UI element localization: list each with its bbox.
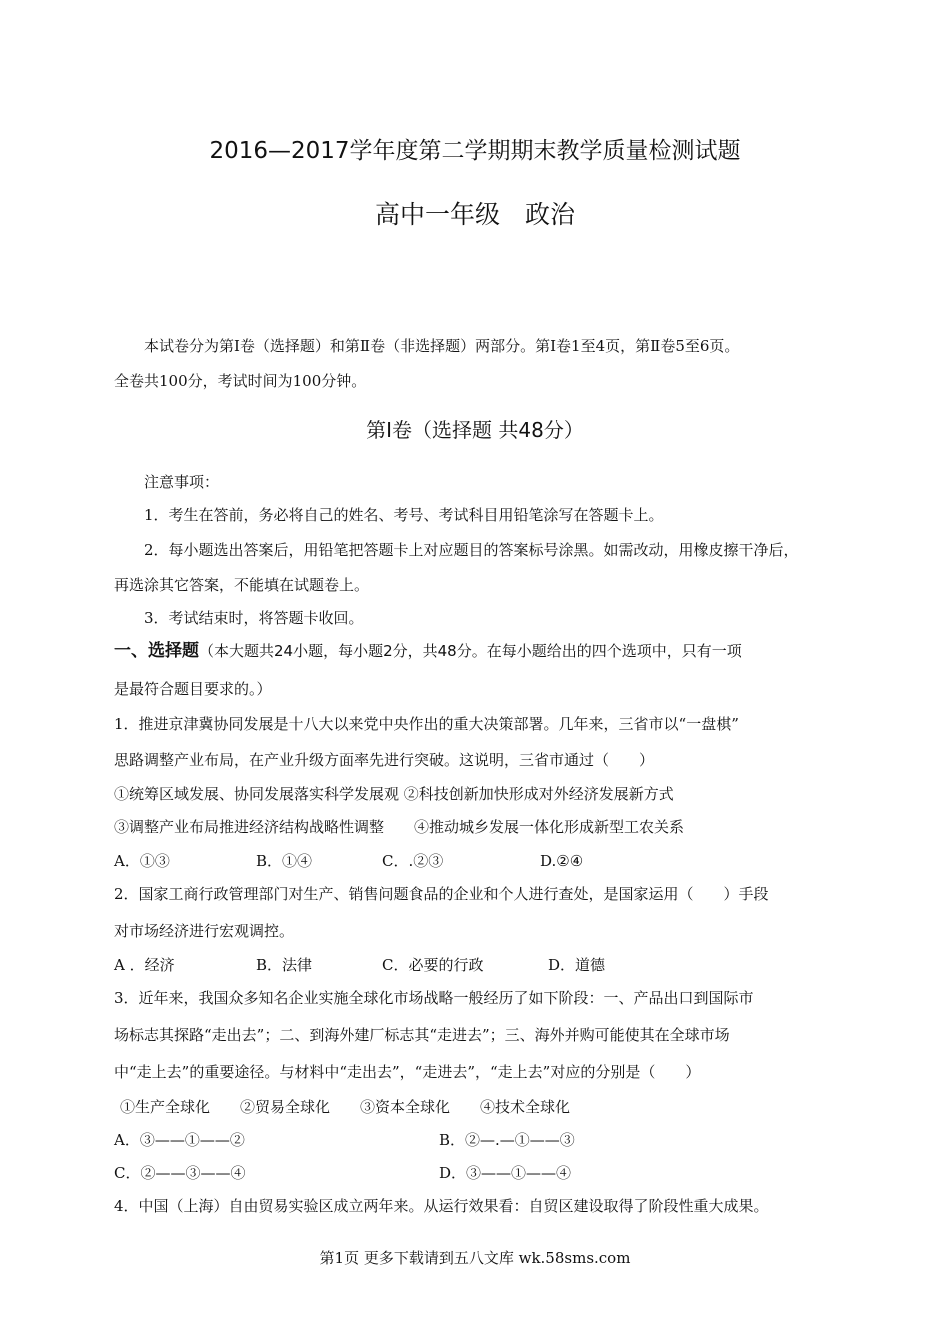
q3-option-d: D．③——①——④ [439, 1164, 572, 1182]
q3-line-3: 中“走上去”的重要途径。与材料中“走出去”，“走进去”，“走上去”对应的分别是（ ） [114, 1063, 701, 1081]
q1-line-3: ①统筹区域发展、协同发展落实科学发展观 ②科技创新加快形成对外经济发展新方式 [114, 785, 674, 803]
q3-option-a: A．③——①——② [114, 1131, 245, 1149]
q3-line-4: ①生产全球化 ②贸易全球化 ③资本全球化 ④技术全球化 [120, 1098, 571, 1116]
intro-line-2: 全卷共100分，考试时间为100分钟。 [114, 372, 367, 390]
q3-line-2: 场标志其探路“走出去”；二、到海外建厂标志其“走进去”；三、海外并购可能使其在全球市场 [114, 1026, 730, 1044]
q2-option-d: D．道德 [548, 956, 606, 974]
q2-option-c: C．必要的行政 [382, 956, 484, 974]
q2-line-2: 对市场经济进行宏观调控。 [114, 922, 295, 940]
q3-option-b: B．②—.—①——③ [439, 1131, 575, 1149]
section-title: 第Ⅰ卷（选择题 共48分） [366, 418, 584, 442]
intro-line-1: 本试卷分为第Ⅰ卷（选择题）和第Ⅱ卷（非选择题）两部分。第Ⅰ卷1至4页，第Ⅱ卷5至6页。 [144, 337, 740, 355]
q3-option-c: C．②——③——④ [114, 1164, 246, 1182]
q4-line-1: 4．中国（上海）自由贸易实验区成立两年来。从运行效果看：自贸区建设取得了阶段性重大成果。 [114, 1197, 769, 1215]
q1-option-a: A．①③ [114, 852, 170, 870]
notes-item-2-line-2: 再选涂其它答案，不能填在试题卷上。 [114, 576, 370, 594]
part1-desc-line-2: 是最符合题目要求的。） [114, 680, 272, 698]
q2-line-1: 2．国家工商行政管理部门对生产、销售问题食品的企业和个人进行查处，是国家运用（ ）手段 [114, 885, 769, 903]
part1-lead: 一、选择题 [114, 641, 199, 661]
q1-line-4: ③调整产业布局推进经济结构战略性调整 ④推动城乡发展一体化形成新型工农关系 [114, 818, 685, 836]
part1-desc-line-1: （本大题共24小题，每小题2分，共48分。在每小题给出的四个选项中，只有一项 [199, 642, 742, 660]
part1-heading [114, 641, 845, 661]
exam-subtitle: 高中一年级 政治 [374, 200, 575, 229]
q2-option-b: B．法律 [256, 956, 313, 974]
q3-line-1: 3．近年来，我国众多知名企业实施全球化市场战略一般经历了如下阶段：一、产品出口到国际市 [114, 989, 754, 1007]
exam-title: 2016—2017学年度第二学期期末教学质量检测试题 [209, 138, 741, 164]
q2-option-a: A ．经济 [114, 956, 175, 974]
q1-option-d: D.②④ [540, 852, 584, 870]
q1-line-2: 思路调整产业布局，在产业升级方面率先进行突破。这说明，三省市通过（ ） [114, 751, 655, 769]
notes-item-2-line-1: 2．每小题选出答案后，用铅笔把答题卡上对应题目的答案标号涂黑。如需改动，用橡皮擦干净后， [144, 541, 799, 559]
q1-line-1: 1．推进京津冀协同发展是十八大以来党中央作出的重大决策部署。几年来，三省市以“一盘棋” [114, 715, 739, 733]
notes-heading: 注意事项： [144, 473, 220, 491]
notes-item-1: 1．考生在答前，务必将自己的姓名、考号、考试科目用铅笔涂写在答题卡上。 [144, 506, 664, 524]
q1-option-c: C．.②③ [382, 852, 444, 870]
notes-item-3: 3．考试结束时，将答题卡收回。 [144, 609, 364, 627]
page-footer: 第1页 更多下载请到五八文库 wk.58sms.com [319, 1249, 631, 1267]
q1-option-b: B．①④ [256, 852, 313, 870]
